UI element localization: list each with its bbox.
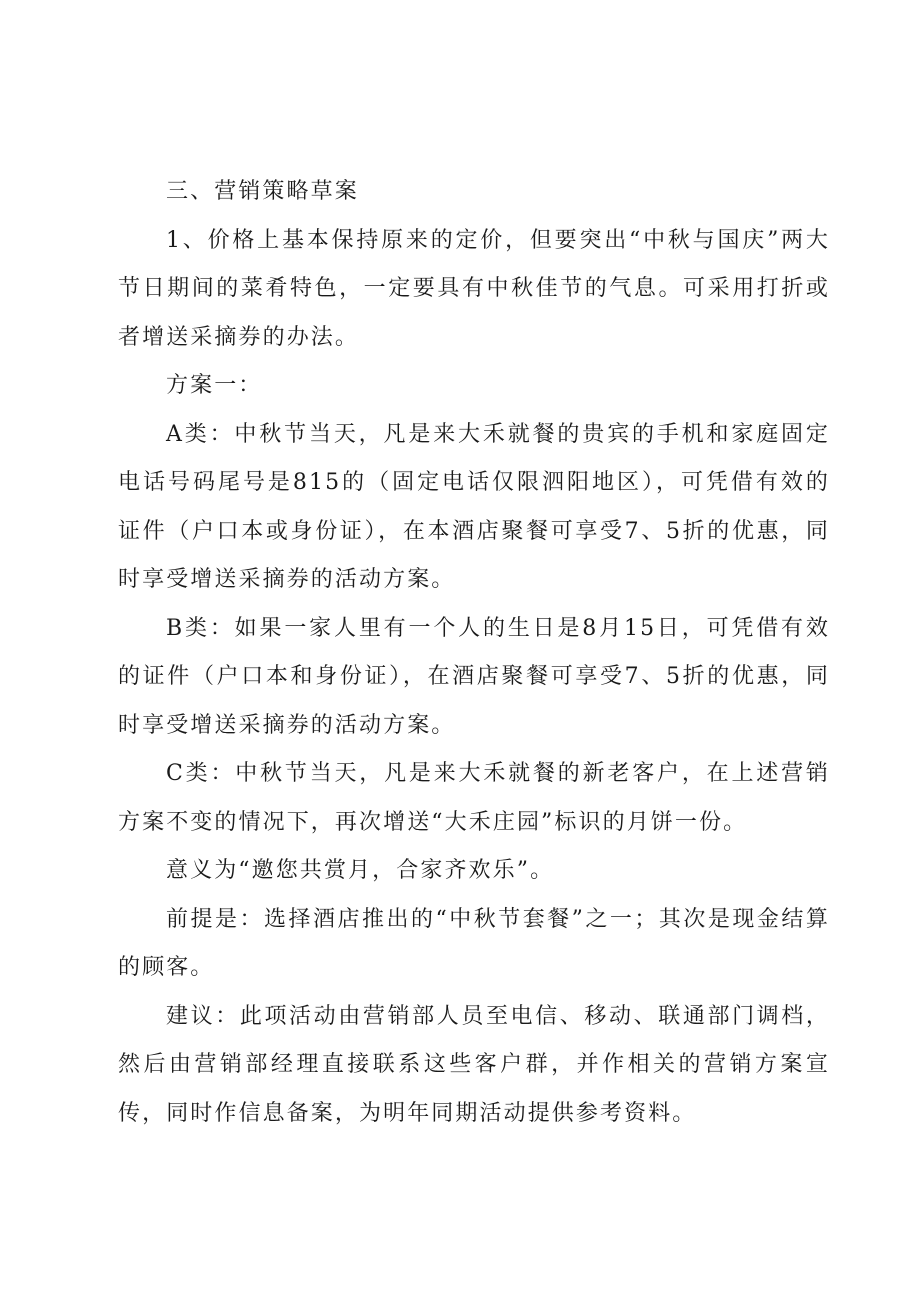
paragraph-meaning: 意义为“邀您共赏月，合家齐欢乐”。 (166, 858, 555, 883)
paragraph-premise: 前提是：选择酒店推出的“中秋节套餐”之一；其次是现金结算的顾客。 (118, 906, 830, 980)
paragraph-suggestion: 建议：此项活动由营销部人员至电信、移动、联通部门调档，然后由营销部经理直接联系这些客户群，并作相关的营销方案宣传，同时作信息备案，为明年同期活动提供参考资料。 (118, 1003, 830, 1126)
paragraph-class-b: B类：如果一家人里有一个人的生日是8月15日，可凭借有效的证件（户口本和身份证），在酒店聚餐可享受7、5折的优惠，同时享受增送采摘券的活动方案。 (118, 615, 830, 738)
paragraph-pricing: 1、价格上基本保持原来的定价，但要突出“中秋与国庆”两大节日期间的菜肴特色，一定要具有中秋佳节的气息。可采用打折或者增送采摘券的办法。 (118, 227, 830, 350)
paragraph-class-c: C类：中秋节当天，凡是来大禾就餐的新老客户，在上述营销方案不变的情况下，再次增送“大禾庄园”标识的月饼一份。 (118, 761, 830, 835)
document-page (118, 168, 830, 1138)
paragraph-class-a: A类：中秋节当天，凡是来大禾就餐的贵宾的手机和家庭固定电话号码尾号是815的（固定电话仅限泗阳地区），可凭借有效的证件（户口本或身份证），在本酒店聚餐可享受7、5折的优惠，同时享受增送采摘券的活动方案。 (118, 421, 830, 592)
section-heading: 三、营销策略草案 (166, 179, 359, 204)
paragraph-plan-one: 方案一： (166, 373, 263, 398)
